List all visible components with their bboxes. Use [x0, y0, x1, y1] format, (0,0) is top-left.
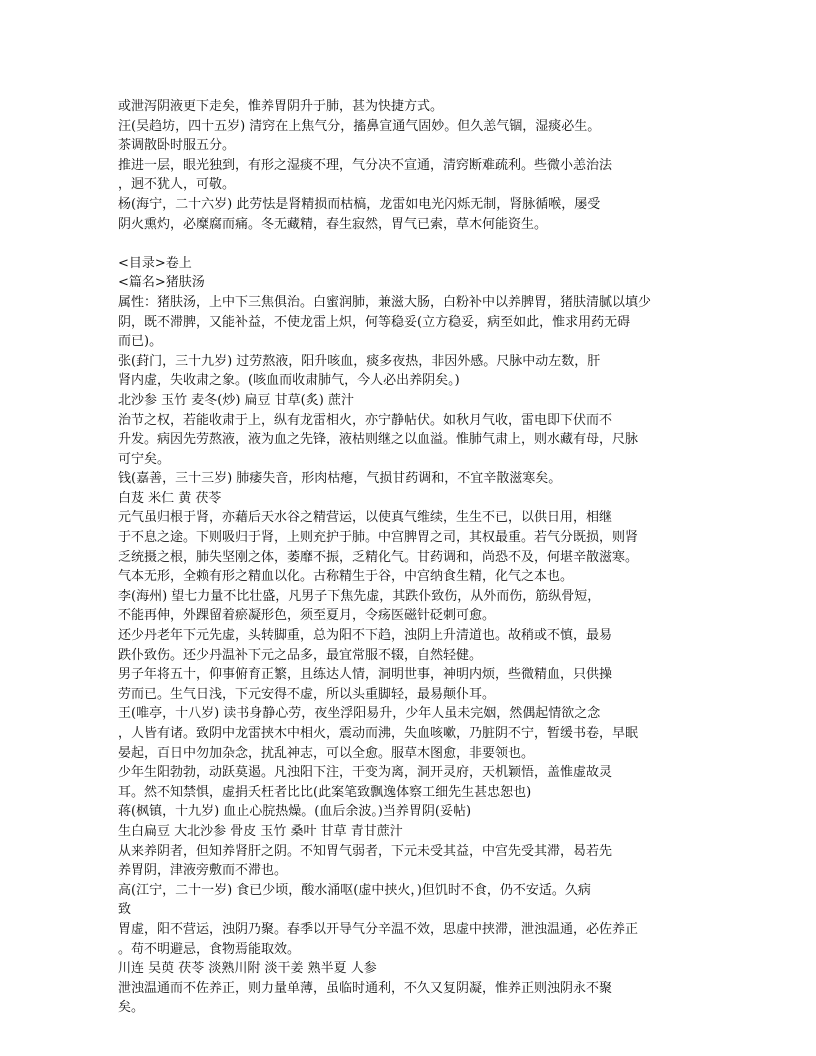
paragraph-spacer — [118, 234, 718, 254]
case-entry-qian: 钱(嘉善，三十三岁) 肺痿失音，形肉枯瘪，气损甘药调和，不宜辛散滋寒矣。 — [118, 471, 562, 487]
case-entry-yang: 杨(海宁，二十六岁) 此劳怯是肾精损而枯槁，龙雷如电光闪烁无制，肾脉循喉，屡受 — [118, 196, 601, 212]
commentary-line: 矣。 — [118, 1000, 145, 1016]
text-line: 肾内虚，失收肃之象。(咳血而收肃肺气，今人必出养阴矣。) — [118, 373, 460, 389]
text-line: 跌仆致伤。还少丹温补下元之品多，最宜常服不辍，自然轻健。 — [118, 647, 483, 663]
case-entry-zhang: 张(葑门，三十九岁) 过劳熬液，阳升咳血，痰多夜热，非因外感。尺脉中动左数，肝 — [118, 353, 601, 369]
prescription-line: 川连 吴萸 茯苓 淡熟川附 淡干姜 熟半夏 人参 — [118, 961, 377, 977]
prescription-line: 生白扁豆 大北沙参 骨皮 玉竹 桑叶 甘草 青甘蔗汁 — [118, 823, 403, 839]
chapter-heading: <篇名>猪肤汤 — [118, 275, 205, 291]
text-line: 晏起，百日中勿加杂念，扰乱神志，可以全愈。服草木图愈，非要领也。 — [118, 745, 535, 761]
commentary-line: 气本无形，全赖有形之精血以化。古称精生于谷，中宫纳食生精，化气之本也。 — [118, 569, 574, 585]
case-entry-jiang: 蒋(枫镇，十九岁) 血止心脘热燥。(血后余波。)当养胃阴(妥帖) — [118, 804, 472, 820]
commentary-line: 男子年将五十，仰事俯育正繁，且练达人情，洞明世事，神明内烦，些微精血，只供操 — [118, 667, 613, 683]
case-entry-wang: 汪(吴趋坊，四十五岁) 清窍在上焦气分，搐鼻宣通气固妙。但久恙气锢，湿痰必生。 — [118, 118, 601, 134]
commentary-line: 养胃阴，津液旁敷而不滞也。 — [118, 863, 288, 879]
text-line: 。苟不明避忌，食物焉能取效。 — [118, 941, 301, 957]
text-line: 茶调散卧时服五分。 — [118, 138, 236, 154]
text-line: 还少丹老年下元先虚，头转脚重，总为阳不下趋，浊阴上升清道也。故稍或不慎，最易 — [118, 628, 613, 644]
commentary-line: 升发。病因先劳熬液，液为血之先锋，液枯则继之以血溢。惟肺气肃上，则水藏有母，尺脉 — [118, 432, 639, 448]
commentary-line: 少年生阳勃勃，动跃莫遏。凡浊阳下注，干变为离，洞开灵府，天机颖悟，盖惟虚故灵 — [118, 765, 613, 781]
text-line: 而已)。 — [118, 334, 163, 350]
text-line: 胃虚，阳不营运，浊阴乃聚。春季以开导气分辛温不效，思虚中挟滞，泄浊温通，必佐养正 — [118, 921, 639, 937]
commentary-line: ，迥不犹人，可敬。 — [118, 177, 236, 193]
commentary-line: 泄浊温通而不佐养正，则力量单薄，虽临时通利，不久又复阴凝，惟养正则浊阴永不聚 — [118, 980, 613, 996]
commentary-line: 乏统摄之根，肺失坚刚之体，萎靡不振，乏精化气。甘药调和，尚恐不及，何堪辛散滋寒。 — [118, 549, 639, 565]
commentary-line: 治节之权，若能收肃于上，纵有龙雷相火，亦宁静帖伏。如秋月气收，雷电即下伏而不 — [118, 412, 613, 428]
commentary-line: 推进一层，眼光独到，有形之湿痰不理，气分决不宣通，清窍断难疏利。些微小恙治法 — [118, 157, 613, 173]
case-entry-gao: 高(江宁，二十一岁) 食已少顷，酸水涌呕(虚中挟火，)但饥时不食，仍不安适。久病 — [118, 882, 591, 898]
prescription-line: 白芨 米仁 黄 茯苓 — [118, 490, 222, 506]
case-entry-wang-weiting: 王(唯亭，十八岁) 读书身静心劳，夜坐浮阳易升，少年人虽未完姻，然偶起情欲之念 — [118, 706, 601, 722]
text-line: 不能再伸，外踝留着瘀凝形色，须至夏月，令疡医磁针砭刺可愈。 — [118, 608, 496, 624]
text-line: 属性：猪肤汤，上中下三焦俱治。白蜜润肺，兼滋大肠，白粉补中以养脾胃，猪肤清腻以填少 — [118, 294, 652, 310]
text-line: 或泄泻阴液更下走矣，惟养胃阴升于肺，甚为快捷方式。 — [118, 99, 444, 114]
text-line: 阴，既不滞脾，又能补益，不使龙雷上炽，何等稳妥(立方稳妥，病至如此，惟求用药无碍 — [118, 314, 631, 330]
commentary-line: 劳而已。生气日浅，下元安得不虚，所以头重脚轻，最易颠仆耳。 — [118, 686, 496, 702]
text-line: 致 — [118, 902, 132, 918]
commentary-line: 元气虽归根于肾，亦藉后天水谷之精营运，以使真气维续，生生不已，以供日用，相继 — [118, 510, 613, 526]
prescription-line: 北沙参 玉竹 麦冬(炒) 扁豆 甘草(炙) 蔗汁 — [118, 392, 354, 408]
commentary-line: 于不息之途。下则吸归于肾，上则充护于肺。中宫脾胃之司，其权最重。若气分既损，则肾 — [118, 530, 639, 546]
commentary-line: 耳。然不知禁惧，虚捐夭枉者比比(此案笔致飘逸体察工细先生甚忠恕也) — [118, 784, 532, 800]
text-line: ，人皆有诸。致阴中龙雷挟木中相火，震动而沸，失血咳嗽，乃脏阴不宁，暂缓书卷，早眠 — [118, 726, 639, 741]
commentary-line: 可宁矣。 — [118, 451, 171, 467]
catalog-heading: <目录>卷上 — [118, 255, 192, 271]
case-entry-li: 李(海州) 望七力量不比壮盛，凡男子下焦先虚，其跌仆致伤，从外而伤，筋纵骨短， — [118, 588, 601, 604]
commentary-line: 从来养阴者，但知养肾肝之阴。不知胃气弱者，下元未受其益，中宫先受其滞，曷若先 — [118, 843, 613, 859]
text-line: 阴火熏灼，必糜腐而痛。冬无藏精，春生寂然，胃气已索，草木何能资生。 — [118, 216, 548, 232]
document-page — [118, 97, 718, 1018]
